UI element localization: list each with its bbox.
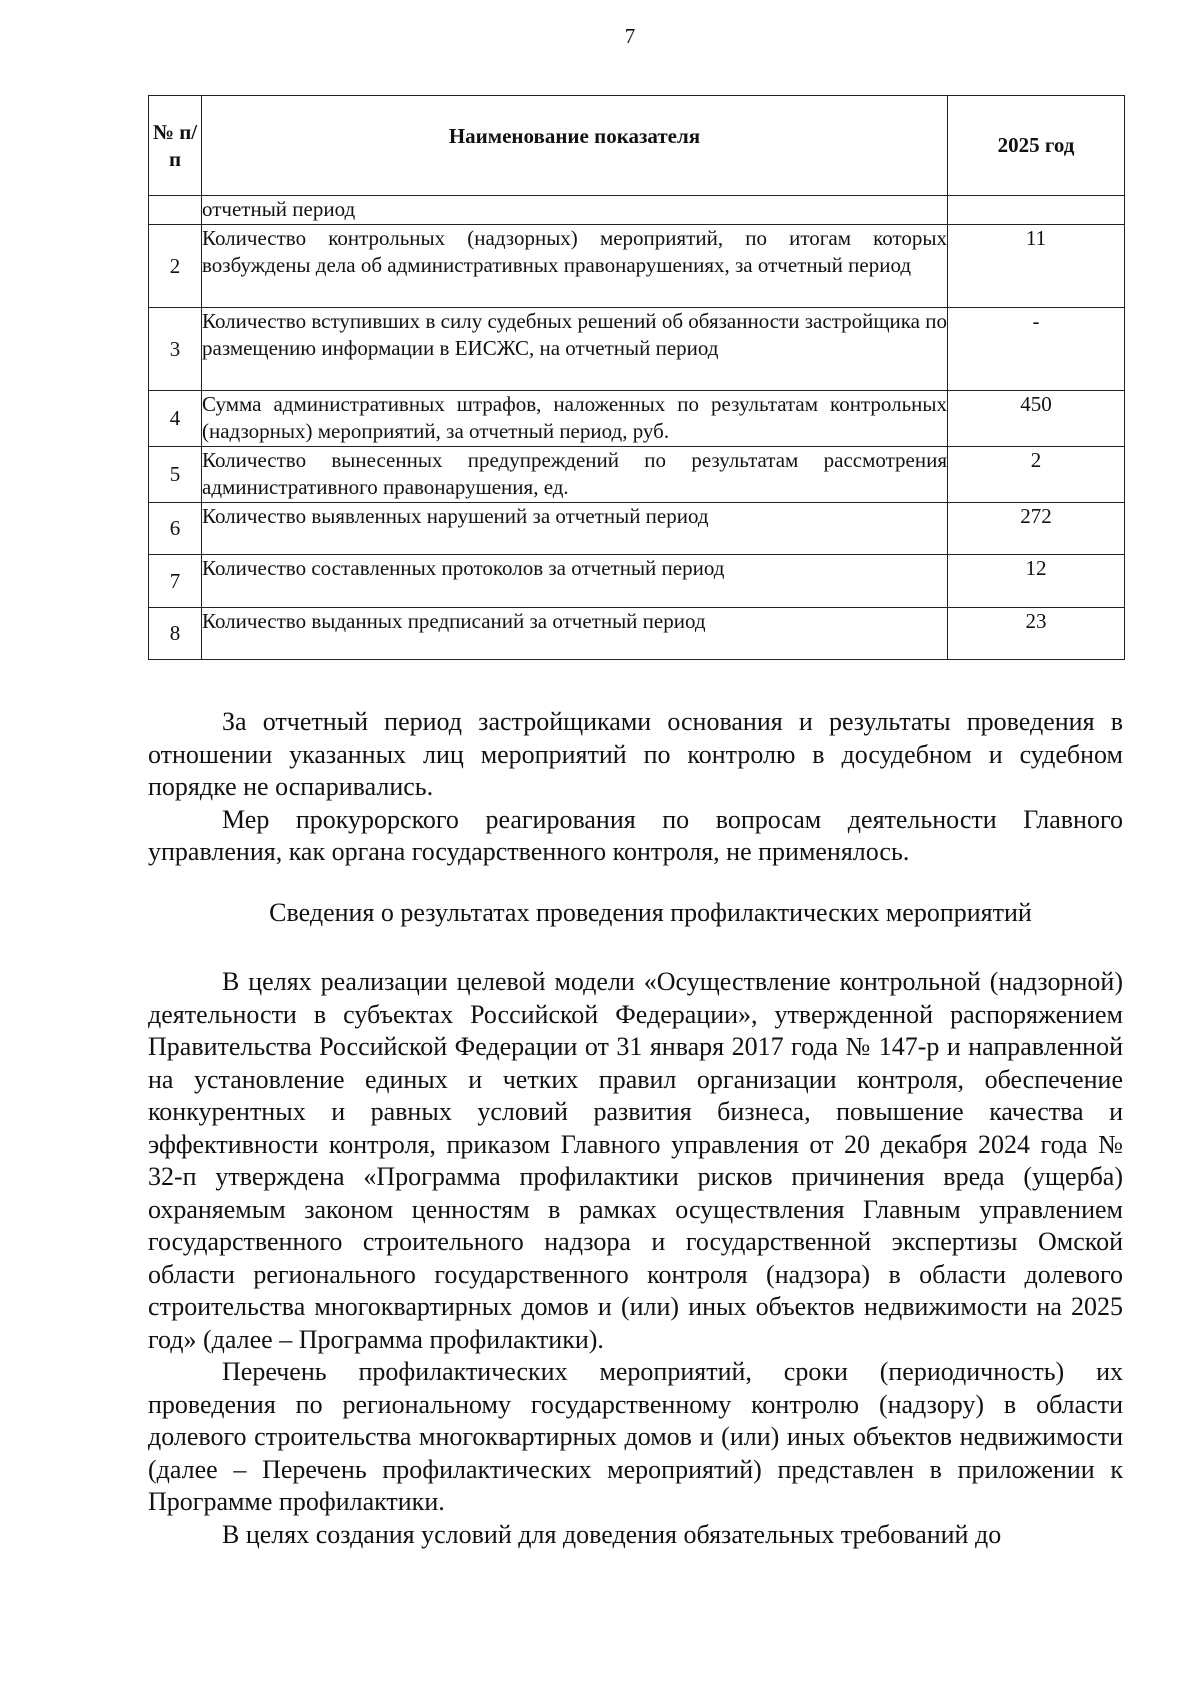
table-row xyxy=(149,447,1125,503)
paragraph: Мер прокурорского реагирования по вопросам деятельности Главного управления, как органа государственного контроля, не применялось. xyxy=(148,804,1123,866)
row-value: 450 xyxy=(948,391,1125,447)
row-name: Количество контрольных (надзорных) мероприятий, по итогам которых возбуждены дела об административных правонарушениях, за отчетный период xyxy=(202,225,948,308)
row-number: 5 xyxy=(149,447,202,503)
row-name: Количество выданных предписаний за отчетный период xyxy=(202,608,948,660)
row-name: Количество вступивших в силу судебных решений об обязанности застройщика по размещению информации в ЕИСЖС, на отчетный период xyxy=(202,308,948,391)
row-name: Количество выявленных нарушений за отчетный период xyxy=(202,503,948,555)
header-number: № п/ п xyxy=(149,96,202,196)
row-value: 12 xyxy=(948,555,1125,608)
row-name: отчетный период xyxy=(202,196,948,225)
header-year: 2025 год xyxy=(948,96,1125,196)
row-number: 6 xyxy=(149,503,202,555)
row-name: Количество вынесенных предупреждений по результатам рассмотрения административного правонарушения, ед. xyxy=(202,447,948,503)
table-row xyxy=(149,391,1125,447)
section-heading-block xyxy=(148,897,1123,930)
row-value: 272 xyxy=(948,503,1125,555)
table-row xyxy=(149,503,1125,555)
row-name: Сумма административных штрафов, наложенных по результатам контрольных (надзорных) мероприятий, за отчетный период, руб. xyxy=(202,391,948,447)
table-row xyxy=(149,555,1125,608)
paragraph: В целях создания условий для доведения обязательных требований до xyxy=(222,1519,1002,1549)
page-number: 7 xyxy=(624,24,636,48)
table-row xyxy=(149,196,1125,225)
row-value: 2 xyxy=(948,447,1125,503)
table-row xyxy=(149,308,1125,391)
paragraph: В целях реализации целевой модели «Осуществление контрольной (надзорной) деятельности в субъектах Российской Федерации», утвержденной распоряжением Правительства Российской Федерации от 31 января 2017 года № 147-р и направленной на установление единых и четких правил организации контроля, обеспечение конкурентных и равных условий развития бизнеса, повышение качества и эффективности контроля, приказом Главного управления от 20 декабря 2024 года № 32-п утверждена «Программа профилактики рисков причинения вреда (ущерба) охраняемым законом ценностям в рамках осуществления Главным управлением государственного строительного надзора и государственной экспертизы Омской области регионального государственного контроля (надзора) в области долевого строительства многоквартирных домов и (или) иных объектов недвижимости на 2025 год» (далее – Программа профилактики). xyxy=(148,967,1123,1354)
paragraph: За отчетный период застройщиками основания и результаты проведения в отношении указанных лиц мероприятий по контролю в досудебном и судебном порядке не оспаривались. xyxy=(148,707,1123,801)
paragraph: Перечень профилактических мероприятий, сроки (периодичность) их проведения по региональному государственному контролю (надзору) в области долевого строительства многоквартирных домов и (или) иных объектов недвижимости (далее – Перечень профилактических мероприятий) представлен в приложении к Программе профилактики. xyxy=(148,1357,1123,1516)
body-text-upper xyxy=(148,706,1123,869)
table-header-row xyxy=(149,96,1125,196)
header-indicator-name: Наименование показателя xyxy=(202,96,948,196)
row-value: - xyxy=(948,308,1125,391)
row-value: 11 xyxy=(948,225,1125,308)
indicators-table xyxy=(148,95,1125,660)
row-number xyxy=(149,196,202,225)
table-row xyxy=(149,225,1125,308)
row-value xyxy=(948,196,1125,225)
row-number: 3 xyxy=(149,308,202,391)
row-number: 8 xyxy=(149,608,202,660)
table-row xyxy=(149,608,1125,660)
row-value: 23 xyxy=(948,608,1125,660)
section-heading: Сведения о результатах проведения профилактических мероприятий xyxy=(269,898,1032,927)
row-name: Количество составленных протоколов за отчетный период xyxy=(202,555,948,608)
row-number: 4 xyxy=(149,391,202,447)
row-number: 2 xyxy=(149,225,202,308)
row-number: 7 xyxy=(149,555,202,608)
body-text-lower xyxy=(148,966,1123,1551)
